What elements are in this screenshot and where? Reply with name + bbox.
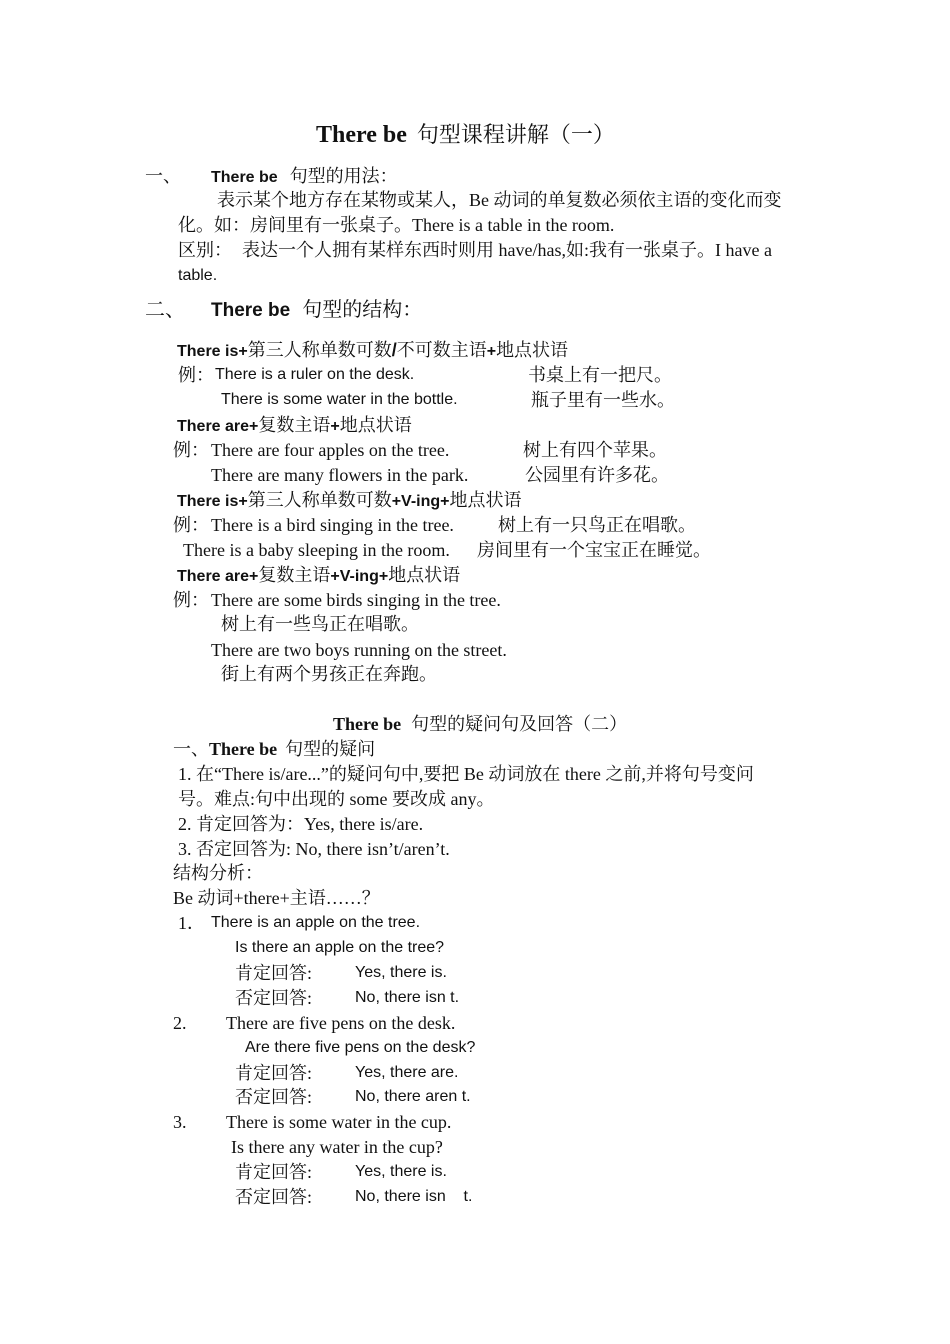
q2-no-answer: No, there aren t. [355, 1088, 471, 1105]
rule1-part-c: / [391, 340, 397, 360]
example7-cn: 树上有一些鸟正在唱歌。 [221, 614, 419, 634]
example1-en: There is a ruler on the desk. [215, 366, 415, 383]
q1-no-label: 否定回答: [235, 988, 313, 1008]
section2-heading [211, 300, 422, 320]
rule4-part-c: +V-ing+ [330, 568, 389, 585]
section1-heading-latin: There be [211, 169, 278, 186]
rule2-part-a: There are+ [177, 418, 259, 435]
part2-heading-number: 一、 [173, 739, 209, 759]
section2-number: 二、 [145, 299, 185, 321]
page-title [316, 123, 615, 147]
section2-heading-latin: There be [211, 300, 291, 321]
part2-heading-cn: 句型的疑问 [285, 739, 376, 759]
q3-no-answer: No, there isn t. [355, 1188, 473, 1205]
q1-statement: There is an apple on the tree. [211, 914, 421, 931]
rule1-part-e: + [486, 343, 497, 360]
rule4-part-a: There are+ [177, 568, 259, 585]
rule2-part-d: 地点状语 [339, 415, 412, 435]
example3-label: 例： [173, 440, 209, 460]
rule3-part-a: There is+ [177, 493, 248, 510]
example1-cn: 书桌上有一把尺。 [528, 365, 672, 385]
q1-number: 1． [178, 913, 205, 933]
rule3-part-d: 地点状语 [449, 490, 522, 510]
section1-number: 一、 [145, 166, 181, 186]
q3-question: Is there any water in the cup? [231, 1137, 443, 1157]
rule1-part-d: 不可数主语 [396, 340, 487, 360]
rule1-part-b: 第三人称单数可数 [247, 340, 392, 360]
q2-yes-label: 肯定回答: [235, 1063, 313, 1083]
rule2 [177, 416, 412, 435]
example5-cn: 树上有一只鸟正在唱歌。 [498, 515, 696, 535]
rule4-part-b: 复数主语 [258, 565, 331, 585]
section1-para-line2: 化。如：房间里有一张桌子。There is a table in the room. [178, 215, 615, 235]
part2-line4: 3. 否定回答为: No, there isn’t/aren’t. [178, 839, 450, 859]
rule3 [177, 491, 522, 510]
part2-heading [173, 740, 375, 759]
title-latin: There be [316, 122, 407, 148]
section1-para-line4: table. [178, 267, 218, 284]
part2-line6: Be 动词+there+主语……？ [173, 888, 380, 908]
part2-line1: 1. 在“There is/are...”的疑问句中,要把 Be 动词放在 there 之前,并将句号变问 [178, 764, 754, 784]
part2-line2: 号。难点:句中出现的 some 要改成 any。 [178, 789, 495, 809]
rule1-part-f: 地点状语 [496, 340, 569, 360]
section2-heading-cn: 句型的结构： [302, 299, 423, 321]
example4-en: There are many flowers in the park. [211, 465, 469, 485]
part2-heading-latin: There be [209, 739, 278, 759]
rule1-part-a: There is+ [177, 343, 248, 360]
q2-no-label: 否定回答: [235, 1087, 313, 1107]
section1-para-line3 [178, 241, 772, 260]
rule2-part-b: 复数主语 [258, 415, 331, 435]
rule3-part-c: +V-ing+ [391, 493, 450, 510]
part2-title-cn: 句型的疑问句及回答（二） [411, 714, 628, 734]
example6-cn: 房间里有一个宝宝正在睡觉。 [477, 540, 711, 560]
example3-en: There are four apples on the tree. [211, 440, 450, 460]
example6-en: There is a baby sleeping in the room. [183, 540, 450, 560]
part2-line3: 2. 肯定回答为：Yes, there is/are. [178, 814, 424, 834]
difference-text: 表达一个人拥有某样东西时则用 have/has,如:我有一张桌子。I have a [242, 240, 772, 260]
section1-heading-cn: 句型的用法： [289, 166, 398, 186]
section1-para-line1: 表示某个地方存在某物或某人，Be 动词的单复数必须依主语的变化而变 [217, 190, 782, 210]
example2-en: There is some water in the bottle. [221, 391, 458, 408]
example7-label: 例： [173, 590, 209, 610]
q3-yes-label: 肯定回答: [235, 1162, 313, 1182]
rule4-part-d: 地点状语 [388, 565, 461, 585]
rule1 [177, 341, 568, 360]
q1-question: Is there an apple on the tree? [235, 939, 445, 956]
title-cn: 句型课程讲解（一） [416, 122, 615, 147]
part2-title [333, 715, 627, 734]
example3-cn: 树上有四个苹果。 [523, 440, 667, 460]
example5-label: 例： [173, 515, 209, 535]
q2-question: Are there five pens on the desk? [245, 1039, 476, 1056]
q1-no-answer: No, there isn t. [355, 989, 460, 1006]
q2-number: 2. [173, 1013, 187, 1033]
example5-en: There is a bird singing in the tree. [211, 515, 454, 535]
example1-label: 例： [178, 365, 214, 385]
part2-line5: 结构分析： [173, 863, 263, 883]
example7-en: There are some birds singing in the tree. [211, 590, 501, 610]
part2-title-latin: There be [333, 714, 402, 734]
q3-yes-answer: Yes, there is. [355, 1163, 447, 1180]
example2-cn: 瓶子里有一些水。 [531, 390, 675, 410]
q3-statement: There is some water in the cup. [226, 1112, 452, 1132]
rule3-part-b: 第三人称单数可数 [247, 490, 392, 510]
section1-heading [211, 167, 398, 186]
rule4 [177, 566, 460, 585]
rule2-part-c: + [330, 418, 340, 435]
q1-yes-answer: Yes, there is. [355, 964, 447, 981]
difference-label: 区别： [178, 240, 232, 260]
example8-en: There are two boys running on the street. [211, 640, 507, 660]
example8-cn: 街上有两个男孩正在奔跑。 [221, 664, 437, 684]
q3-number: 3. [173, 1112, 187, 1132]
q2-statement: There are five pens on the desk. [226, 1013, 456, 1033]
q3-no-label: 否定回答: [235, 1187, 313, 1207]
example4-cn: 公园里有许多花。 [525, 465, 669, 485]
q2-yes-answer: Yes, there are. [355, 1064, 459, 1081]
q1-yes-label: 肯定回答: [235, 963, 313, 983]
